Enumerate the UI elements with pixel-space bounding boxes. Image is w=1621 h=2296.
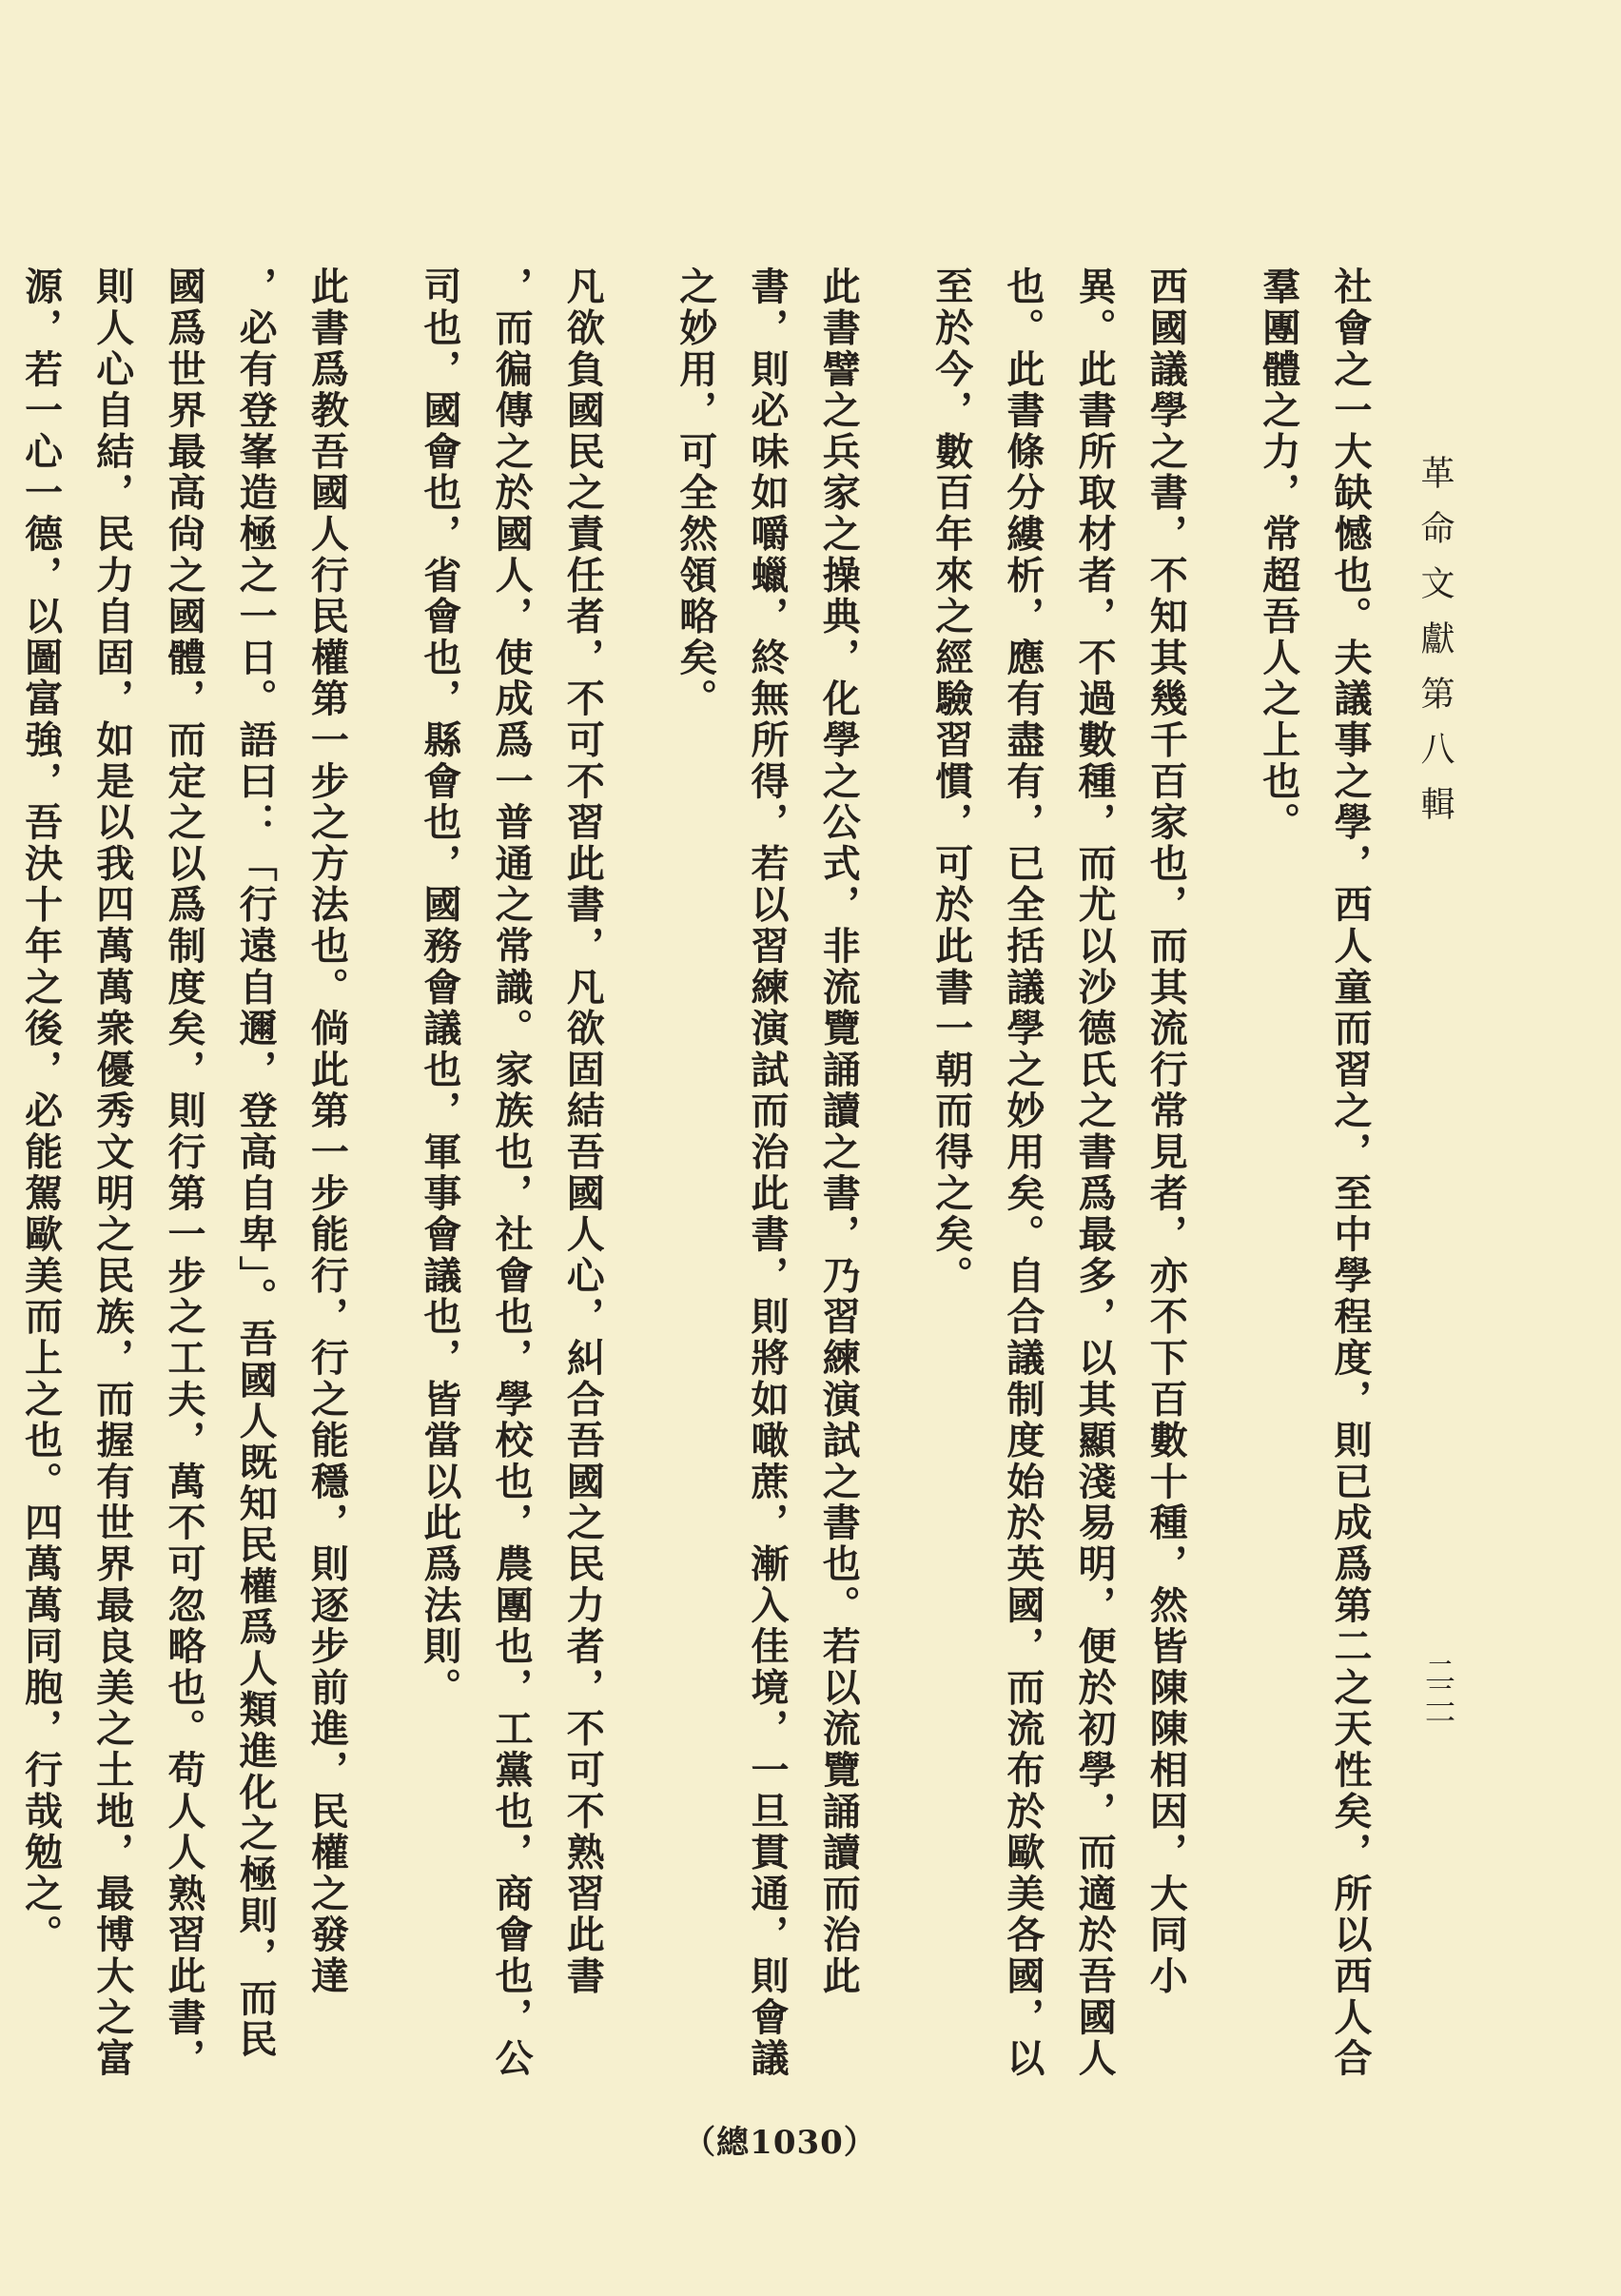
text-column: ，而徧傳之於國人，使成爲一普通之常識。家族也，社會也，學校也，農團也，工黨也，商會也，公 <box>489 266 535 2080</box>
text-column: 此書爲教吾國人行民權第一步之方法也。倘此第一步能行，行之能穩，則逐步前進，民權之發達 <box>304 266 350 1997</box>
text-column: 凡欲負國民之責任者，不可不習此書，凡欲固結吾國人心，糾合吾國之民力者，不可不熟習此書 <box>560 266 606 1997</box>
text-column: 源，若一心一德，以圖富強，吾決十年之後，必能駕歐美而上之也。四萬萬同胞，行哉勉之。 <box>18 266 64 1956</box>
text-column: 也。此書條分縷析，應有盡有，已全括議學之妙用矣。自合議制度始於英國，而流布於歐美各國，以 <box>1000 266 1045 2080</box>
running-header-title: 革命文獻第八輯 <box>1416 455 1455 841</box>
text-column: 羣團體之力，常超吾人之上也。 <box>1256 266 1301 844</box>
text-column: 國爲世界最高尙之國體，而定之以爲制度矣，則行第一步之工夫，萬不可忽略也。苟人人熟習此書， <box>161 266 206 2080</box>
text-column: 書，則必味如嚼蠟，終無所得，若以習練演試而治此書，則將如噉蔗，漸入佳境，一旦貫通，則會議 <box>744 266 790 2080</box>
body-text <box>5 266 1386 2093</box>
text-column: 社會之一大缺憾也。夫議事之學，西人童而習之，至中學程度，則已成爲第二之天性矣，所以西人合 <box>1328 266 1373 2080</box>
text-column: 西國議學之書，不知其幾千百家也，而其流行常見者，亦不下百數十種，然皆陳陳相因，大同小 <box>1143 266 1189 1997</box>
text-column: 至於今，數百年來之經驗習慣，可於此書一朝而得之矣。 <box>928 266 974 1297</box>
text-column: 異。此書所取材者，不過數種，而尤以沙德氏之書爲最多，以其顯淺易明，便於初學，而適於吾國人 <box>1072 266 1118 2080</box>
text-column: 之妙用，可全然領略矣。 <box>673 266 718 720</box>
total-page-number: （總1030） <box>683 2124 877 2162</box>
page-number: 二二一 <box>1420 1656 1456 1730</box>
text-column: 此書譬之兵家之操典，化學之公式，非流覽誦讀之書，乃習練演試之書也。若以流覽誦讀而治此 <box>816 266 862 1997</box>
text-column: ，必有登峯造極之一日。語曰：「行遠自邇，登高自卑」。吾國人既知民權爲人類進化之極則，而民 <box>233 266 279 2061</box>
text-column: 司也，國會也，省會也，縣會也，國務會議也，軍事會議也，皆當以此爲法則。 <box>417 266 462 1709</box>
text-column: 則人心自結，民力自固，如是以我四萬萬衆優秀文明之民族，而握有世界最良美之土地，最博大之富 <box>89 266 135 2080</box>
